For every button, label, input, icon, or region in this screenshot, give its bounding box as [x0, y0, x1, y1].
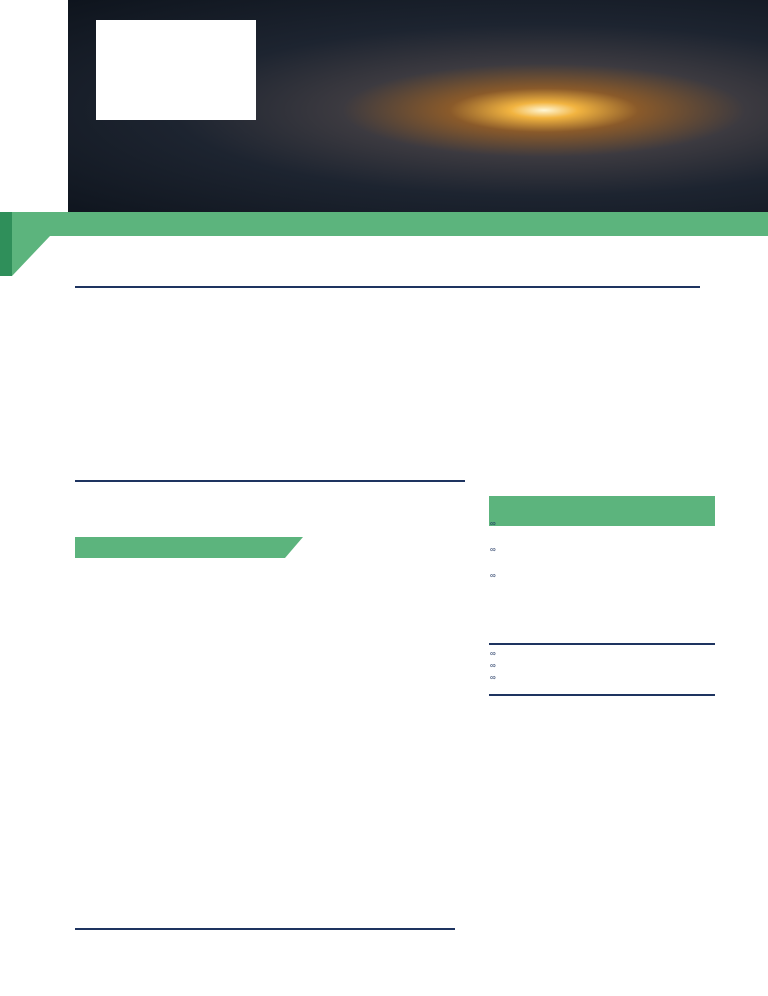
strength-item [490, 518, 724, 530]
header-band [0, 212, 768, 236]
section-banner [75, 537, 285, 558]
weaknesses-divider [489, 643, 715, 645]
weakness-item [490, 672, 724, 684]
weakness-item [490, 648, 724, 660]
strength-item [490, 544, 724, 556]
section-banner-tip [285, 537, 303, 558]
band-triangle [12, 236, 50, 276]
band-accent [0, 212, 12, 276]
steel-production-chart [490, 740, 720, 922]
footer-address [75, 928, 455, 996]
weakness-item [490, 660, 724, 672]
title-divider [75, 286, 700, 288]
logo-card [96, 20, 256, 120]
risk-divider [75, 480, 465, 482]
strength-item [490, 570, 724, 582]
production-divider [489, 694, 715, 696]
